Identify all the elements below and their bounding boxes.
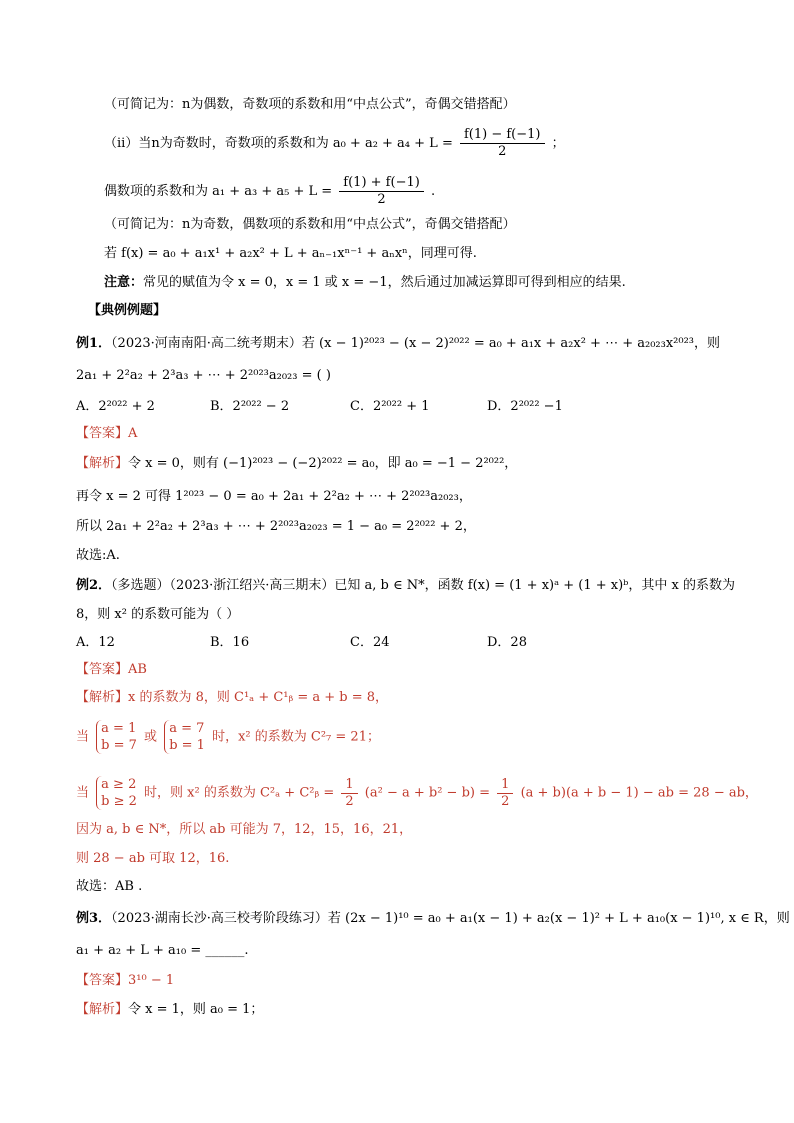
- example-2-label: 例2．: [76, 578, 112, 593]
- half-fraction: [497, 777, 513, 810]
- example-2-solution-2: [76, 720, 380, 754]
- fraction-numerator: 1: [341, 777, 357, 794]
- example-2-answer: 【答案】AB: [76, 662, 147, 677]
- fraction-numerator: f(1) − f(−1): [460, 127, 545, 144]
- example-1-option-b: B．2²⁰²² − 2: [210, 399, 290, 414]
- example-2-solution-4: 因为 a, b ∈ N*，所以 ab 可能为 7，12，15，16，21，: [76, 822, 413, 837]
- case-n-odd-suffix: ；: [551, 136, 565, 151]
- fraction-denominator: 2: [501, 793, 510, 809]
- attention-label: 注意：: [104, 275, 144, 290]
- solution-text: 令 x = 1，则 a₀ = 1；: [128, 1002, 264, 1017]
- example-1-solution-3: 所以 2a₁ + 2²a₂ + 2³a₃ + ⋯ + 2²⁰²³a₂₀₂₃ = 1 − a₀ = 2²⁰²² + 2，: [76, 519, 476, 534]
- example-2-question: [76, 577, 735, 595]
- system-row: a = 7: [169, 721, 205, 736]
- example-1-answer: 【答案】A: [76, 426, 138, 441]
- example-2-solution-6: 故选：AB .: [76, 879, 143, 894]
- example-3-answer: 【答案】3¹⁰ − 1: [76, 973, 175, 988]
- example-1-option-c: C．2²⁰²² + 1: [350, 399, 430, 414]
- note-n-odd: （可简记为：n为奇数，偶数项的系数和用“中点公式”，奇偶交错搭配）: [104, 217, 516, 232]
- example-1-text: （2023·河南南阳·高二统考期末）若 (x − 1)²⁰²³ − (x − 2)²⁰²² = a₀ + a₁x + a₂x² + ⋯ + a₂₀₂₃x²⁰²³，则: [111, 336, 721, 351]
- case-n-odd-prefix: （ii）当n为奇数时，奇数项的系数和为 a₀ + a₂ + a₄ + L =: [104, 136, 453, 151]
- general-formula: 若 f(x) = a₀ + a₁x¹ + a₂x² + L + aₙ₋₁xⁿ⁻¹ + aₙxⁿ，同理可得.: [104, 246, 477, 261]
- example-1-solution-2: 再令 x = 2 可得 1²⁰²³ − 0 = a₀ + 2a₁ + 2²a₂ + ⋯ + 2²⁰²³a₂₀₂₃，: [76, 489, 472, 504]
- example-2-text: （多选题）（2023·浙江绍兴·高三期末）已知 a, b ∈ N*，函数 f(x) = (1 + x)ᵃ + (1 + x)ᵇ，其中 x 的系数为: [111, 578, 735, 593]
- even-sum-fraction: [339, 175, 424, 208]
- odd-sum-fraction: [460, 127, 545, 160]
- example-2-option-c: C．24: [350, 635, 390, 650]
- solution-text: 时，x² 的系数为 C²₇ = 21；: [212, 729, 380, 745]
- example-2-solution-5: 则 28 − ab 可取 12，16.: [76, 851, 230, 866]
- example-3-solution-1: [76, 1001, 263, 1019]
- system-row: b = 7: [101, 738, 137, 753]
- solution-text: 时，则 x² 的系数为 C²ₐ + C²ᵦ =: [144, 785, 335, 801]
- solution-text: (a + b)(a + b − 1) − ab = 28 − ab，: [520, 785, 758, 801]
- system-row: a ≥ 2: [101, 777, 137, 792]
- even-sum-suffix: .: [430, 184, 436, 199]
- system-row: b = 1: [169, 738, 205, 753]
- example-3-question-cont: a₁ + a₂ + L + a₁₀ = ______.: [76, 943, 249, 958]
- note-n-even: （可简记为：n为偶数，奇数项的系数和用“中点公式”，奇偶交错搭配）: [104, 97, 516, 112]
- system-case-2: [164, 720, 205, 754]
- solution-text: 当: [76, 729, 90, 745]
- half-fraction: [341, 777, 357, 810]
- example-2-solution-1: [76, 689, 388, 707]
- example-3-text: （2023·湖南长沙·高三校考阶段练习）若 (2x − 1)¹⁰ = a₀ + a₁(x − 1) + a₂(x − 1)² + L + a₁₀(x − 1)¹⁰, x ∈ R，则: [111, 911, 790, 926]
- solution-label: 【解析】: [76, 1002, 129, 1017]
- example-1-option-a: A．2²⁰²² + 2: [76, 399, 155, 414]
- fraction-denominator: 2: [377, 192, 386, 207]
- section-title: 【典例例题】: [88, 303, 167, 318]
- example-1-solution-4: 故选:A.: [76, 548, 120, 563]
- solution-text: 令 x = 0，则有 (−1)²⁰²³ − (−2)²⁰²² = a₀，即 a₀ = −1 − 2²⁰²²，: [128, 456, 518, 471]
- fraction-denominator: 2: [345, 793, 354, 809]
- example-1-question-cont: 2a₁ + 2²a₂ + 2³a₃ + ⋯ + 2²⁰²³a₂₀₂₃ = ( ): [76, 368, 331, 383]
- example-3-label: 例3．: [76, 911, 112, 926]
- solution-text: 当: [76, 785, 90, 801]
- system-row: a = 1: [101, 721, 137, 736]
- example-2-solution-3: [76, 776, 758, 810]
- example-2-option-d: D．28: [487, 635, 527, 650]
- system-case-1: [96, 720, 137, 754]
- solution-label: 【解析】: [76, 690, 129, 705]
- example-1-solution-1: [76, 455, 517, 473]
- fraction-numerator: 1: [497, 777, 513, 794]
- example-1-label: 例1．: [76, 336, 112, 351]
- attention-note: [104, 274, 626, 292]
- attention-text: 常见的赋值为令 x = 0，x = 1 或 x = −1，然后通过加减运算即可得到相应的结果.: [143, 275, 626, 290]
- fraction-numerator: f(1) + f(−1): [339, 175, 424, 192]
- system-case-3: [96, 776, 137, 810]
- even-sum-prefix: 偶数项的系数和为 a₁ + a₃ + a₅ + L =: [104, 184, 333, 199]
- example-2-question-cont: 8，则 x² 的系数可能为（ ）: [76, 607, 240, 622]
- fraction-denominator: 2: [498, 144, 507, 159]
- solution-text: x 的系数为 8，则 C¹ₐ + C¹ᵦ = a + b = 8，: [128, 690, 389, 705]
- example-2-option-a: A．12: [76, 635, 115, 650]
- case-n-odd: [104, 127, 565, 160]
- example-2-option-b: B．16: [210, 635, 250, 650]
- example-3-question: [76, 910, 790, 928]
- system-row: b ≥ 2: [101, 794, 137, 809]
- solution-label: 【解析】: [76, 456, 129, 471]
- solution-text: 或: [144, 729, 158, 745]
- example-1-option-d: D．2²⁰²² −1: [487, 399, 563, 414]
- even-coefficient-sum: [104, 175, 435, 208]
- solution-text: (a² − a + b² − b) =: [364, 785, 491, 801]
- example-1-question: [76, 335, 720, 353]
